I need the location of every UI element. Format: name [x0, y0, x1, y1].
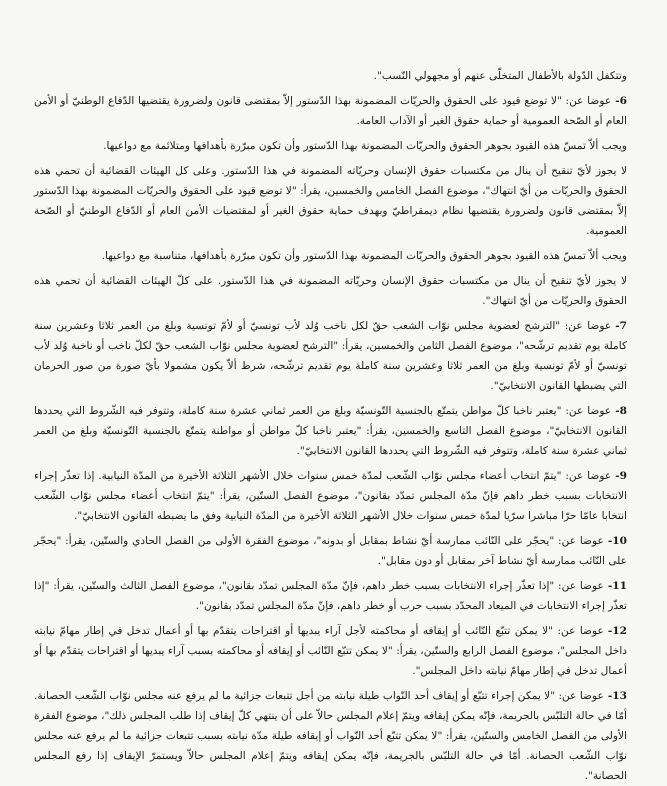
item-number: 6-: [615, 95, 627, 107]
paragraph-6b: [34, 136, 627, 156]
item-number: 10-: [607, 535, 627, 547]
item-number: 9-: [615, 470, 627, 482]
paragraph-text: ويجب ألاّ تمسّ هذه القيود بجوهر الحقوق والحريّات المضمونة بهذا الدّستور وأن تكون مبرّرة بأهدافها، متناسبة مع دواعيها.: [101, 250, 627, 262]
item-number: 8-: [615, 405, 627, 417]
paragraph-text: عوضا عن: "إذا تعذّر إجراء الانتخابات بسبب خطر داهم، فإنّ مدّة المجلس تمدّد بقانون"، موضوع الفصل الثالث والستّين، يقرأ: "إذا تعذّر إجراء الانتخابات في الميعاد المحدّد بسبب حرب أو خطر داهم، فإنّ مدّة المجلس تمدّد بقانون".: [34, 580, 627, 612]
paragraph-text: عوضا عن: "يعتبر ناخبا كلّ مواطن يتمتّع بالجنسية التّونسيّة وبلغ من العمر ثماني عشرة سنة كاملة، وتتوفر فيه الشّروط التي يحددها القانون الانتخابيّ"، موضوع الفصل التاسع والخمسين، يقرأ: "يعتبر ناخبا كلّ مواطن أو مواطنة يتمتّع بالجنسية التّونسيّة وبلغ من العمر ثماني عشرة سنة كاملة، وتتوفر فيه الشّروط التي يحددها القانون الانتخابيّ".: [34, 405, 627, 457]
paragraph-12: [34, 621, 627, 681]
item-number: 13-: [607, 690, 627, 702]
paragraph-text: لا يجوز لأيّ تنقيح أن ينال من مكتسبات حقوق الإنسان وحريّاته المضمونة في هذا الدّستور. على كلّ الهيئات القضائية أن تحمي هذه الحقوق والحريّات من أيّ انتهاك".: [34, 275, 627, 307]
paragraph-text: عوضا عن: "الترشح لعضوية مجلس نوّاب الشعب حقّ لكل ناخب وُلد لأب تونسيّ أو لأمّ تونسية وبلغ من العمر ثلاثا وعشرين سنة كاملة يوم تقديم ترشّحه"، موضوع الفصل الثامن والخمسين، يقرأ: "الترشح لعضوية مجلس نوّاب الشعب حقّ لكلّ ناخب أو ناخبة وُلد لأب تونسيّ أو لأمّ تونسية وبلغ من العمر ثلاثا وعشرين سنة كاملة يوم تقديم ترشّحه، شرط ألاّ يكون مشمولا بأيّ صورة من صور الحرمان التي يضبطها القانون الانتخابيّ".: [34, 320, 627, 392]
paragraph-6d: [34, 246, 627, 266]
paragraph-8: [34, 401, 627, 461]
paragraph-text: عوضا عن: "يتمّ انتخاب أعضاء مجلس نوّاب الشّعب لمدّة خمس سنوات خلال الأشهر الثلاثة الأخيرة من المدّة النيابية. إذا تعذّر إجراء الانتخابات بسبب خطر داهم فإنّ مدّة المجلس تمدّد بقانون"، موضوع الفصل الستّين، يقرأ: "يتمّ انتخاب أعضاء مجلس نوّاب الشّعب انتخابا عامّا حرّا مباشرا سرّيا لمدّة خمس سنوات خلال الأشهر الثلاثة الأخيرة من المدّة النيابية وفق ما يضبطه القانون الانتخابيّ".: [34, 470, 627, 522]
paragraph-text: وتتكفل الدّولة بالأطفال المتخلّى عنهم أو مجهولي النّسب".: [373, 70, 627, 82]
paragraph-6c: [34, 161, 627, 241]
paragraph-text: عوضا عن: "لا توضع قيود على الحقوق والحريّات المضمونة بهذا الدّستور إلاّ بمقتضى قانون ولضرورة يقتضيها الدّفاع الوطنيّ أو الأمن العام أو الصّحة العمومية أو حماية حقوق الغير أو الآداب العامة.: [34, 95, 627, 127]
paragraph-text: عوضا عن: "لا يمكن إجراء تتبّع أو إيقاف أحد النّواب طيلة نيابته من أجل تتبعات جزائية ما لم يرفع عنه مجلس نوّاب الشّعب الحصانة. أمّا في حالة التلبّس بالجريمة، فإنّه يمكن إيقافه ويتمّ إعلام المجلس حالاّ على أن ينتهي كلّ إيقاف إذا طلب المجلس ذلك"، موضوع الفقرة الأولى من الفصل الخامس والستّين، يقرأ: "لا يمكن تتبّع أحد النّواب أو إيقافه طيلة مدّة نيابته بسبب تتبعات جزائية ما لم يرفع عنه مجلس نوّاب الشّعب الحصانة. أمّا في حالة التلبّس بالجريمة، فإنّه يمكن إيقافه ويتمّ إعلام المجلس حالاّ ويستمرّ الإيقاف إذا رفع المجلس الحصانة".: [34, 690, 627, 782]
paragraph-10: [34, 531, 627, 571]
item-number: 7-: [615, 320, 627, 332]
paragraph-9: [34, 466, 627, 526]
paragraph-text: لا يجوز لأيّ تنقيح أن ينال من مكتسبات حقوق الإنسان وحريّاته المضمونة في هذا الدّستور. وعلى كل الهيئات القضائية أن تحمي هذه الحقوق والحريّات من أيّ انتهاك"، موضوع الفصل الخامس والخمسين، يقرأ: "لا توضع قيود على الحقوق والحريّات المضمونة بهذا الدّستور إلاّ بمقتضى قانون ولضرورة يقتضيها نظام ديمقراطيّ وبهدف حماية حقوق الغير أو لمقتضيات الأمن العام أو الدّفاع الوطنيّ أو الصّحة العمومية.: [34, 165, 627, 237]
item-number: 12-: [607, 625, 627, 637]
paragraph-13: [34, 686, 627, 786]
paragraph-text: عوضا عن: "يحجّر على النّائب ممارسة أيّ نشاط بمقابل أو بدونه"، موضوع الفقرة الأولى من الفصل الحادي والستّين، يقرأ: "يحجّر على النّائب ممارسة أيّ نشاط آخر بمقابل أو دون مقابل".: [34, 535, 627, 567]
item-number: 11-: [607, 580, 627, 592]
paragraph-6e: [34, 271, 627, 311]
paragraph-text: ويجب ألاّ تمسّ هذه القيود بجوهر الحقوق والحريّات المضمونة بهذا الدّستور وأن تكون مبرّرة بأهدافها ومتلائمة مع دواعيها.: [103, 140, 627, 152]
paragraph-11: [34, 576, 627, 616]
paragraph-6: [34, 91, 627, 131]
paragraph-7: [34, 316, 627, 396]
paragraph-0: [34, 66, 627, 86]
paragraph-text: عوضا عن: "لا يمكن تتبّع النّائب أو إيقافه أو محاكمته لأجل آراء يبديها أو اقتراحات يتقدّم بها أو أعمال تدخل في إطار مهامّ نيابته داخل المجلس"، موضوع الفصل الرابع والستّين، يقرأ: "لا يمكن تتبّع النّائب أو إيقافه أو محاكمته بسبب آراء يبديها أو اقتراحات يتقدّم بها أو أعمال تدخل في إطار مهامّ نيابته داخل المجلس".: [34, 625, 627, 677]
